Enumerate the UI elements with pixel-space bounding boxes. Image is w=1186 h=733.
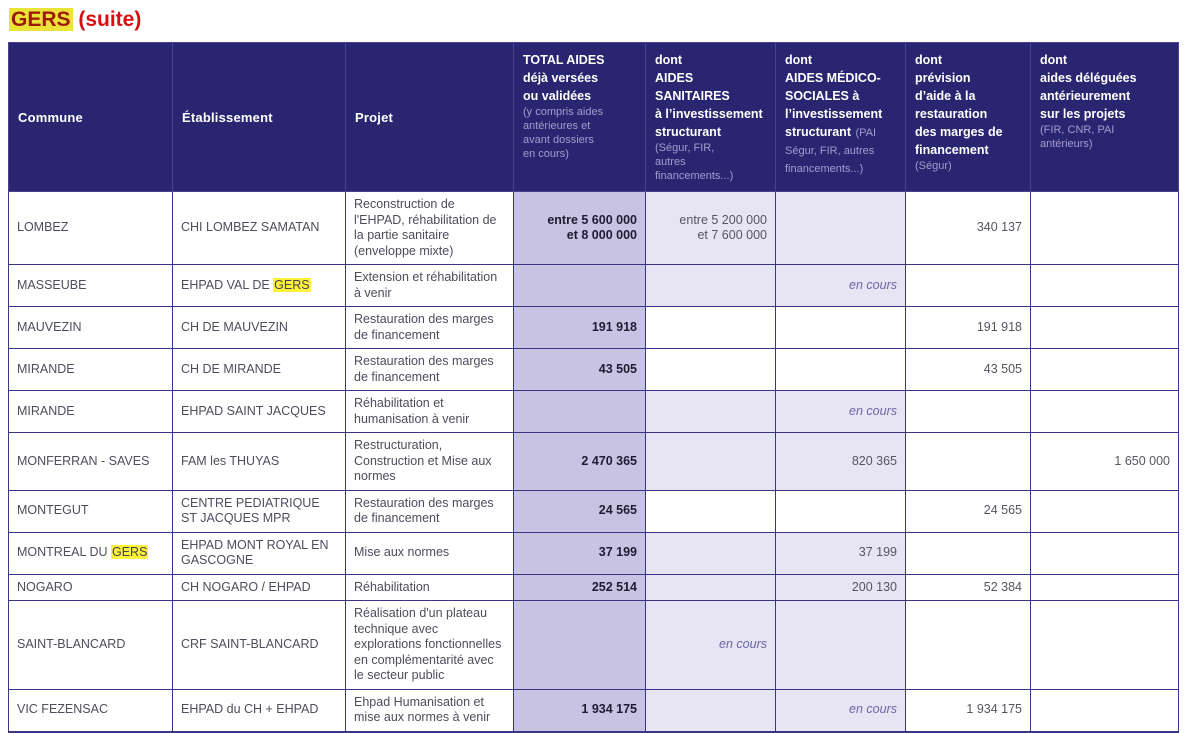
aid-table-header xyxy=(9,43,1179,192)
cell-etablissement: FAM les THUYAS xyxy=(173,433,346,491)
cell-aides-medico-sociales: en cours xyxy=(776,689,906,732)
cell-aides-sanitaires xyxy=(646,391,776,433)
cell-aides-sanitaires xyxy=(646,532,776,574)
cell-prevision-restauration xyxy=(906,391,1031,433)
cell-aides-medico-sociales xyxy=(776,349,906,391)
cell-aides-sanitaires: en cours xyxy=(646,601,776,690)
cell-etablissement: EHPAD du CH + EHPAD xyxy=(173,689,346,732)
cell-aides-sanitaires xyxy=(646,490,776,532)
cell-commune: MIRANDE xyxy=(9,349,173,391)
col-header-etablissement: Établissement xyxy=(173,43,346,192)
cell-aides-sanitaires xyxy=(646,433,776,491)
cell-aides-medico-sociales: 820 365 xyxy=(776,433,906,491)
cell-aides-deleguees xyxy=(1031,307,1179,349)
cell-aides-medico-sociales: en cours xyxy=(776,391,906,433)
cell-commune: MONTREAL DU GERS xyxy=(9,532,173,574)
cell-projet: Reconstruction de l'EHPAD, réhabilitation de la partie sanitaire (enveloppe mixte) xyxy=(346,192,514,265)
cell-aides-medico-sociales xyxy=(776,490,906,532)
cell-prevision-restauration: 1 934 175 xyxy=(906,689,1031,732)
table-row xyxy=(9,532,1179,574)
table-row xyxy=(9,689,1179,732)
cell-projet: Réalisation d'un plateau technique avec explorations fonctionnelles en complémentarité avec le secteur public xyxy=(346,601,514,690)
table-row xyxy=(9,433,1179,491)
col-header-title: dont aides déléguées antérieurement sur les projets xyxy=(1040,53,1137,121)
col-header-total-aides xyxy=(514,43,646,192)
table-row xyxy=(9,391,1179,433)
cell-aides-deleguees xyxy=(1031,490,1179,532)
cell-total-aides: 24 565 xyxy=(514,490,646,532)
table-row xyxy=(9,490,1179,532)
cell-total-aides xyxy=(514,601,646,690)
cell-etablissement: EHPAD SAINT JACQUES xyxy=(173,391,346,433)
cell-commune: MASSEUBE xyxy=(9,265,173,307)
col-header-title: dont prévision d’aide à la restauration des marges de financement xyxy=(915,53,1003,157)
cell-aides-medico-sociales: en cours xyxy=(776,265,906,307)
cell-aides-deleguees xyxy=(1031,601,1179,690)
cell-aides-sanitaires xyxy=(646,574,776,601)
search-highlight: GERS xyxy=(274,277,310,292)
cell-aides-sanitaires xyxy=(646,307,776,349)
cell-aides-sanitaires xyxy=(646,349,776,391)
cell-etablissement: CHI LOMBEZ SAMATAN xyxy=(173,192,346,265)
cell-aides-deleguees xyxy=(1031,689,1179,732)
cell-commune: MIRANDE xyxy=(9,391,173,433)
cell-aides-deleguees xyxy=(1031,349,1179,391)
cell-aides-deleguees xyxy=(1031,532,1179,574)
cell-projet: Restructuration, Construction et Mise aux normes xyxy=(346,433,514,491)
cell-aides-sanitaires xyxy=(646,265,776,307)
page-title xyxy=(9,7,1178,33)
table-row xyxy=(9,265,1179,307)
cell-aides-deleguees xyxy=(1031,265,1179,307)
cell-etablissement: CH DE MIRANDE xyxy=(173,349,346,391)
cell-aides-medico-sociales xyxy=(776,601,906,690)
cell-prevision-restauration: 340 137 xyxy=(906,192,1031,265)
cell-total-aides: entre 5 600 000 et 8 000 000 xyxy=(514,192,646,265)
col-header-commune: Commune xyxy=(9,43,173,192)
col-header-aides-deleguees xyxy=(1031,43,1179,192)
cell-commune: NOGARO xyxy=(9,574,173,601)
cell-total-aides: 37 199 xyxy=(514,532,646,574)
table-row xyxy=(9,307,1179,349)
cell-prevision-restauration: 52 384 xyxy=(906,574,1031,601)
cell-commune: SAINT-BLANCARD xyxy=(9,601,173,690)
cell-total-aides: 43 505 xyxy=(514,349,646,391)
col-header-note: (FIR, CNR, PAI antérieurs) xyxy=(1040,124,1115,151)
cell-prevision-restauration xyxy=(906,265,1031,307)
cell-prevision-restauration: 43 505 xyxy=(906,349,1031,391)
cell-etablissement: CH DE MAUVEZIN xyxy=(173,307,346,349)
cell-projet: Mise aux normes xyxy=(346,532,514,574)
cell-etablissement: CENTRE PEDIATRIQUE ST JACQUES MPR xyxy=(173,490,346,532)
cell-aides-deleguees: 1 650 000 xyxy=(1031,433,1179,491)
cell-aides-sanitaires xyxy=(646,689,776,732)
col-header-aides-medico-sociales xyxy=(776,43,906,192)
cell-projet: Réhabilitation xyxy=(346,574,514,601)
cell-commune: MONFERRAN - SAVES xyxy=(9,433,173,491)
cell-etablissement: CH NOGARO / EHPAD xyxy=(173,574,346,601)
cell-projet: Restauration des marges de financement xyxy=(346,307,514,349)
table-row xyxy=(9,192,1179,265)
col-header-prevision-restauration xyxy=(906,43,1031,192)
cell-total-aides: 191 918 xyxy=(514,307,646,349)
cell-projet: Restauration des marges de financement xyxy=(346,490,514,532)
cell-projet: Réhabilitation et humanisation à venir xyxy=(346,391,514,433)
col-header-note: (Ségur, FIR, autres financements...) xyxy=(655,142,734,183)
cell-projet: Ehpad Humanisation et mise aux normes à venir xyxy=(346,689,514,732)
cell-aides-medico-sociales: 200 130 xyxy=(776,574,906,601)
cell-total-aides xyxy=(514,391,646,433)
table-row xyxy=(9,574,1179,601)
search-highlight: GERS xyxy=(112,545,148,560)
cell-total-aides: 2 470 365 xyxy=(514,433,646,491)
cell-commune: VIC FEZENSAC xyxy=(9,689,173,732)
cell-projet: Extension et réhabilitation à venir xyxy=(346,265,514,307)
cell-aides-deleguees xyxy=(1031,192,1179,265)
cell-prevision-restauration xyxy=(906,433,1031,491)
col-header-title: dont AIDES SANITAIRES à l’investissement structurant xyxy=(655,53,763,139)
cell-prevision-restauration: 191 918 xyxy=(906,307,1031,349)
cell-commune: MONTEGUT xyxy=(9,490,173,532)
col-header-aides-sanitaires xyxy=(646,43,776,192)
cell-aides-medico-sociales xyxy=(776,192,906,265)
cell-prevision-restauration: 24 565 xyxy=(906,490,1031,532)
col-header-note: (y compris aides antérieures et avant dossiers en cours) xyxy=(523,106,604,161)
aid-table-body xyxy=(9,192,1179,732)
page-title-rest: (suite) xyxy=(72,8,142,31)
col-header-note: (Ségur) xyxy=(915,160,952,172)
cell-etablissement: EHPAD VAL DE GERS xyxy=(173,265,346,307)
cell-prevision-restauration xyxy=(906,601,1031,690)
table-row xyxy=(9,349,1179,391)
cell-prevision-restauration xyxy=(906,532,1031,574)
cell-commune: LOMBEZ xyxy=(9,192,173,265)
table-row xyxy=(9,601,1179,690)
cell-etablissement: CRF SAINT-BLANCARD xyxy=(173,601,346,690)
col-header-note: (PAI Ségur, FIR, autres financements...) xyxy=(785,127,877,175)
col-header-title: dont AIDES MÉDICO- SOCIALES à l’investissement structurant xyxy=(785,53,883,139)
aid-table xyxy=(8,42,1179,733)
cell-aides-sanitaires: entre 5 200 000 et 7 600 000 xyxy=(646,192,776,265)
col-header-projet: Projet xyxy=(346,43,514,192)
cell-aides-medico-sociales xyxy=(776,307,906,349)
cell-aides-medico-sociales: 37 199 xyxy=(776,532,906,574)
cell-total-aides: 1 934 175 xyxy=(514,689,646,732)
cell-total-aides xyxy=(514,265,646,307)
cell-projet: Restauration des marges de financement xyxy=(346,349,514,391)
cell-total-aides: 252 514 xyxy=(514,574,646,601)
cell-commune: MAUVEZIN xyxy=(9,307,173,349)
cell-etablissement: EHPAD MONT ROYAL EN GASCOGNE xyxy=(173,532,346,574)
col-header-title: TOTAL AIDES déjà versées ou validées xyxy=(523,53,605,103)
cell-aides-deleguees xyxy=(1031,391,1179,433)
page-title-highlight: GERS xyxy=(11,8,71,31)
cell-aides-deleguees xyxy=(1031,574,1179,601)
